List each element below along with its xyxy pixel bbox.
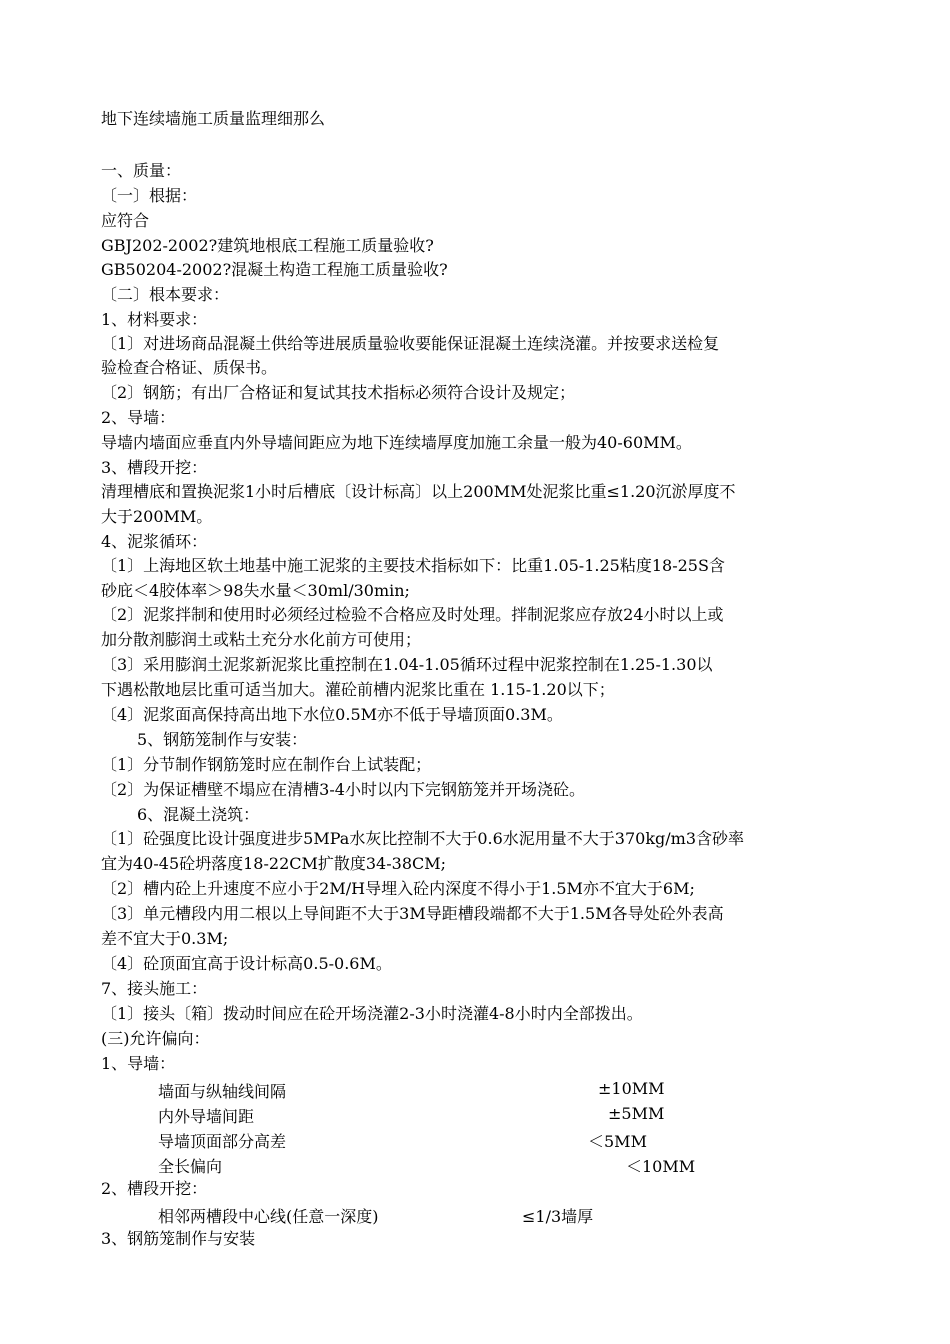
text-line: 〔2〕泥浆拌制和使用时必须经过检验不合格应及时处理。拌制泥浆应存放24小时以上或: [101, 605, 724, 624]
text-line: 一、质量：: [101, 161, 182, 180]
text-line: 〔4〕泥浆面高保持高出地下水位0.5M亦不低于导墙顶面0.3M。: [101, 705, 563, 724]
text-line: 4、泥浆循环：: [101, 532, 208, 551]
text-line: 加分散剂膨润土或粘土充分水化前方可使用；: [101, 630, 422, 649]
tolerance-item: 墙面与纵轴线间隔: [158, 1082, 287, 1101]
section-heading: 2、槽段开挖：: [101, 1179, 208, 1198]
text-line: 5、钢筋笼制作与安装：: [137, 730, 308, 749]
text-line: 清理槽底和置换泥浆1小时后槽底〔设计标高〕以上200MM处泥浆比重≤1.20沉淤厚度不: [101, 482, 736, 501]
text-line: 1、导墙：: [101, 1054, 176, 1073]
text-line: 7、接头施工：: [101, 979, 208, 998]
text-line: 〔二〕根本要求：: [101, 285, 230, 304]
tolerance-item: 导墙顶面部分高差: [158, 1132, 287, 1151]
tolerance-value: ＜5MM: [588, 1132, 647, 1151]
text-line: 〔1〕砼强度比设计强度进步5MPa水灰比控制不大于0.6水泥用量不大于370kg/m3含砂率: [101, 829, 744, 848]
text-line: 〔2〕为保证槽壁不塌应在清槽3-4小时以内下完钢筋笼并开场浇砼。: [101, 780, 585, 799]
text-line: 宜为40-45砼坍落度18-22CM扩散度34-38CM;: [101, 854, 447, 873]
text-line: 6、混凝土浇筑：: [137, 805, 260, 824]
tolerance-value: ±5MM: [608, 1104, 665, 1123]
tolerance-item: 相邻两槽段中心线(任意一深度): [158, 1207, 379, 1226]
text-line: 砂庇＜4胶体率＞98失水量＜30ml/30min;: [101, 581, 410, 600]
text-line: 〔1〕接头〔箱〕拨动时间应在砼开场浇灌2-3小时浇灌4-8小时内全部拨出。: [101, 1004, 643, 1023]
text-line: 〔3〕单元槽段内用二根以上导间距不大于3M导距槽段端都不大于1.5M各导处砼外表高: [101, 904, 724, 923]
text-line: 〔3〕采用膨润土泥浆新泥浆比重控制在1.04-1.05循环过程中泥浆控制在1.25-1.30以: [101, 655, 713, 674]
text-line: 〔1〕对进场商品混凝土供给等进展质量验收要能保证混凝土连续浇灌。并按要求送检复: [101, 334, 720, 353]
text-line: 大于200MM。: [101, 507, 213, 526]
text-line: 下遇松散地层比重可适当加大。灌砼前槽内泥浆比重在 1.15-1.20以下；: [101, 680, 615, 699]
document-title: 地下连续墙施工质量监理细那么: [101, 109, 326, 128]
tolerance-value: ＜10MM: [626, 1157, 696, 1176]
tolerance-value: ±10MM: [598, 1079, 665, 1098]
text-line: (三)允许偏向：: [101, 1029, 210, 1048]
tolerance-item: 内外导墙间距: [158, 1107, 255, 1126]
tolerance-item: 全长偏向: [158, 1157, 223, 1176]
tolerance-value: ≤1/3墙厚: [522, 1207, 594, 1226]
text-line: 〔4〕砼顶面宜高于设计标高0.5-0.6M。: [101, 954, 392, 973]
text-line: 差不宜大于0.3M;: [101, 929, 229, 948]
text-line: 〔2〕槽内砼上升速度不应小于2M/H导埋入砼内深度不得小于1.5M亦不宜大于6M;: [101, 879, 695, 898]
text-line: 应符合: [101, 211, 150, 230]
text-line: GB50204-2002?混凝土构造工程施工质量验收?: [101, 260, 448, 279]
section-heading: 3、钢筋笼制作与安装: [101, 1229, 256, 1248]
text-line: 1、材料要求：: [101, 310, 208, 329]
text-line: 〔1〕分节制作钢筋笼时应在制作台上试装配；: [101, 755, 432, 774]
text-line: 导墙内墙面应垂直内外导墙间距应为地下连续墙厚度加施工余量一般为40-60MM。: [101, 433, 692, 452]
text-line: GBJ202-2002?建筑地根底工程施工质量验收?: [101, 236, 434, 255]
text-line: 2、导墙：: [101, 408, 176, 427]
text-line: 〔一〕根据：: [101, 186, 198, 205]
text-line: 〔2〕钢筋；有出厂合格证和复试其技术指标必须符合设计及规定；: [101, 383, 576, 402]
text-line: 3、槽段开挖：: [101, 458, 208, 477]
text-line: 验检查合格证、质保书。: [101, 358, 278, 377]
text-line: 〔1〕上海地区软土地基中施工泥浆的主要技术指标如下：比重1.05-1.25粘度18-25S含: [101, 556, 725, 575]
